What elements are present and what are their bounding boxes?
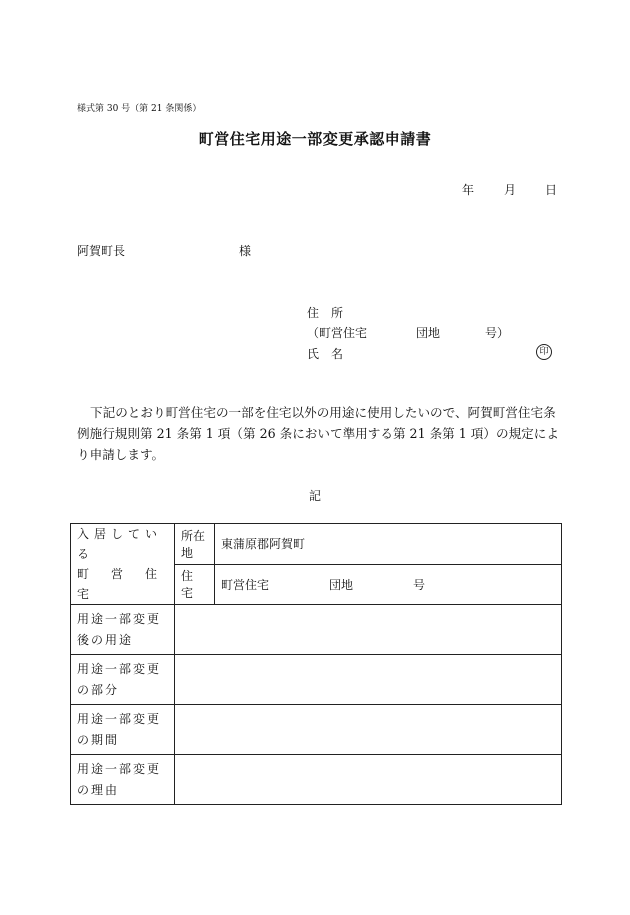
row-input-period[interactable] (175, 705, 562, 755)
seal-mark: 印 (536, 344, 552, 360)
row-input-part[interactable] (175, 655, 562, 705)
application-table (70, 523, 562, 805)
date-year-label: 年 (462, 183, 475, 197)
addressee: 阿賀町長 (77, 244, 126, 258)
house-value-3: 号 (413, 577, 426, 592)
danchi-label: 団地 (416, 326, 441, 340)
row-label-part: 用途一部変更の部分 (71, 655, 175, 705)
name-label: 氏 名 (307, 347, 344, 361)
house-label: 住 宅 (175, 564, 215, 605)
residing-label-line-1: 入居している (77, 527, 163, 561)
date-day-label: 日 (545, 183, 558, 197)
residing-label-line-2: 町 営 住 宅 (77, 567, 180, 601)
row-input-reason[interactable] (175, 755, 562, 805)
row-label-reason: 用途一部変更の理由 (71, 755, 175, 805)
housing-open-label: （町営住宅 (307, 326, 368, 340)
page-title: 町営住宅用途一部変更承認申請書 (198, 130, 432, 148)
location-label: 所在地 (175, 524, 215, 565)
application-body-text (77, 402, 567, 465)
house-value-2: 団地 (329, 577, 354, 592)
ki-heading: 記 (308, 489, 321, 503)
form-number: 様式第 30 号（第 21 条関係） (77, 104, 202, 114)
honorific: 様 (239, 244, 252, 258)
row-label-period: 用途一部変更の期間 (71, 705, 175, 755)
row-input-usage-after[interactable] (175, 605, 562, 655)
house-value-1: 町営住宅 (221, 577, 270, 592)
location-value: 東蒲原郡阿賀町 (215, 524, 562, 565)
gou-label: 号） (485, 326, 510, 340)
house-value (215, 564, 562, 605)
address-label: 住 所 (307, 306, 344, 320)
row-label-usage-after: 用途一部変更後の用途 (71, 605, 175, 655)
residing-housing-label (71, 524, 180, 605)
date-month-label: 月 (504, 183, 517, 197)
body-text: 下記のとおり町営住宅の一部を住宅以外の用途に使用したいので、阿賀町営住宅条例施行規則第 21 条第 1 項（第 26 条において準用する第 21 条第 1 項）の規定により申請します。 (77, 405, 559, 462)
